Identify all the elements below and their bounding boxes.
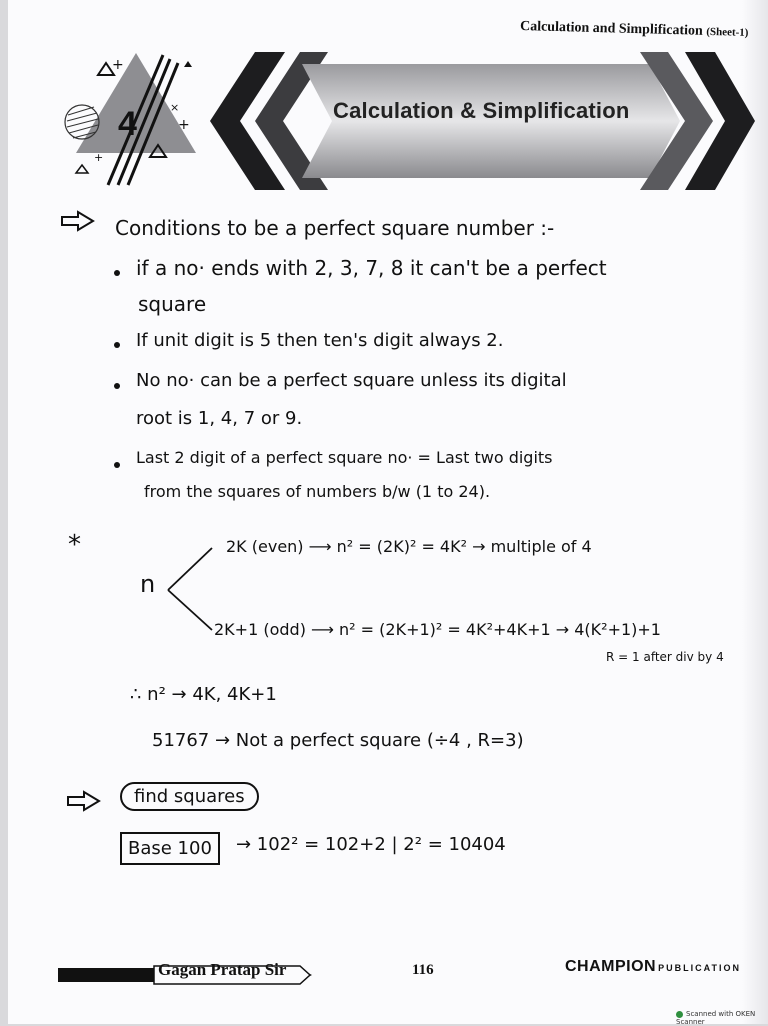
base-label: Base 100 — [120, 832, 220, 865]
find-squares-heading: find squares — [120, 782, 259, 811]
header-title-text: Calculation and Simplification — [519, 19, 703, 39]
chapter-title: Calculation & Simplification — [333, 98, 630, 123]
remainder-note: R = 1 after div by 4 — [606, 650, 724, 664]
publisher-sub: PUBLICATION — [658, 963, 741, 973]
even-case: 2K (even) ⟶ n² = (2K)² = 4K² → multiple of 4 — [226, 537, 592, 556]
bullet-text-4: Last 2 digit of a perfect square no· = Last two digits — [136, 448, 553, 467]
bullet-dot — [114, 462, 120, 468]
svg-text:+: + — [94, 151, 104, 164]
chapter-number: 4 — [118, 105, 137, 143]
svg-text:+: + — [112, 57, 124, 73]
bullet-text-1-cont: square — [138, 292, 207, 316]
publisher-name: CHAMPION — [565, 958, 657, 975]
odd-case: 2K+1 (odd) ⟶ n² = (2K+1)² = 4K²+4K+1 → 4(K²+1)+1 — [214, 620, 661, 639]
page-number: 116 — [412, 962, 434, 978]
bullet-text-4-cont: from the squares of numbers b/w (1 to 24). — [144, 482, 491, 501]
bullet-text-2: If unit digit is 5 then ten's digit always 2. — [136, 330, 504, 351]
therefore-line: ∴ n² → 4K, 4K+1 — [130, 684, 277, 705]
scanner-icon — [676, 1011, 683, 1018]
bullet-dot — [114, 270, 120, 276]
publisher-logo — [565, 958, 741, 976]
branch-lines — [160, 540, 220, 640]
svg-text:×: × — [170, 101, 180, 114]
section-heading: Conditions to be a perfect square number :- — [115, 216, 555, 240]
hollow-arrow-icon — [60, 210, 96, 232]
hollow-arrow-icon — [66, 790, 102, 812]
example-line: 51767 → Not a perfect square (÷4 , R=3) — [152, 730, 524, 751]
svg-text:+: + — [178, 117, 190, 133]
footer-author: Gagan Pratap Sir — [158, 960, 287, 979]
bullet-dot — [114, 342, 120, 348]
bullet-text-3: No no· can be a perfect square unless its digital — [136, 370, 567, 391]
bullet-text-1: if a no· ends with 2, 3, 7, 8 it can't be a perfect — [136, 256, 607, 280]
header-sheet: (Sheet-1) — [706, 25, 749, 39]
chapter-number-graphic — [58, 45, 208, 195]
scanner-text: Scanned with OKEN Scanner — [676, 1010, 756, 1026]
star-mark: * — [68, 530, 81, 560]
bullet-dot — [114, 383, 120, 389]
variable-n: n — [140, 570, 156, 598]
base-calculation: → 102² = 102+2 | 2² = 10404 — [236, 834, 506, 855]
bullet-text-3-cont: root is 1, 4, 7 or 9. — [136, 408, 303, 429]
